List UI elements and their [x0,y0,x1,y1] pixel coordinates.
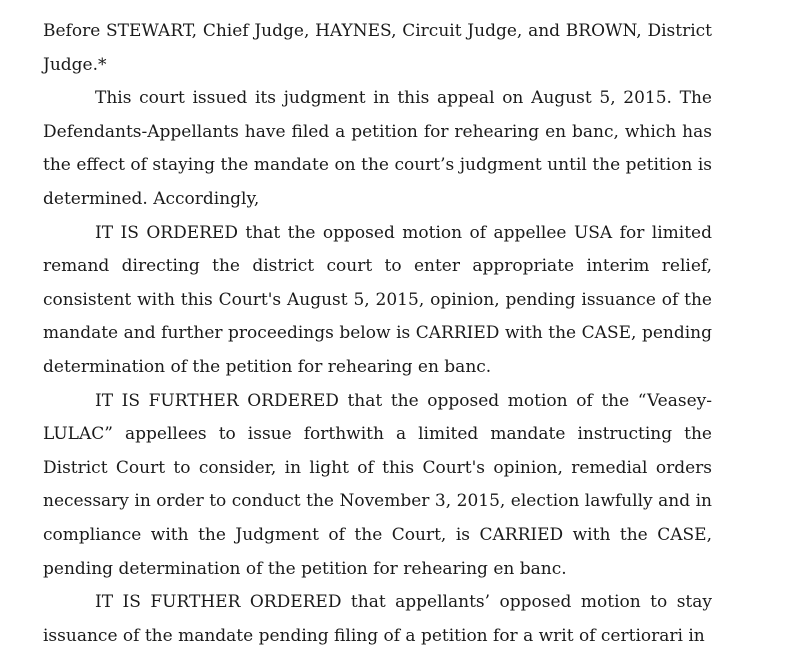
order-limited-remand-paragraph: IT IS ORDERED that the opposed motion of appellee USA for limited remand directing the district court to enter appropriate interim relief, consistent with this Court's August 5, 2015, opinion, pending issuance of the mandate and further proceedings below is CARRIED with the CASE, pending determination of the petition for rehearing en banc. [43,222,712,377]
judgment-paragraph: This court issued its judgment in this appeal on August 5, 2015. The Defendants-Appellants have filed a petition for rehearing en banc, which has the effect of staying the mandate on the court’s judgment until the petition is determined. Accordingly, [43,88,712,209]
panel-paragraph: Before STEWART, Chief Judge, HAYNES, Circuit Judge, and BROWN, District Judge.* [43,21,712,75]
document-page [43,15,712,653]
order-stay-mandate-paragraph: IT IS FURTHER ORDERED that appellants’ opposed motion to stay issuance of the mandate pending filing of a petition for a writ of certiorari in [43,592,712,646]
order-limited-mandate-paragraph: IT IS FURTHER ORDERED that the opposed motion of the “Veasey-LULAC” appellees to issue forthwith a limited mandate instructing the District Court to consider, in light of this Court's opinion, remedial orders necessary in order to conduct the November 3, 2015, election lawfully and in compliance with the Judgment of the Court, is CARRIED with the CASE, pending determination of the petition for rehearing en banc. [43,390,712,579]
